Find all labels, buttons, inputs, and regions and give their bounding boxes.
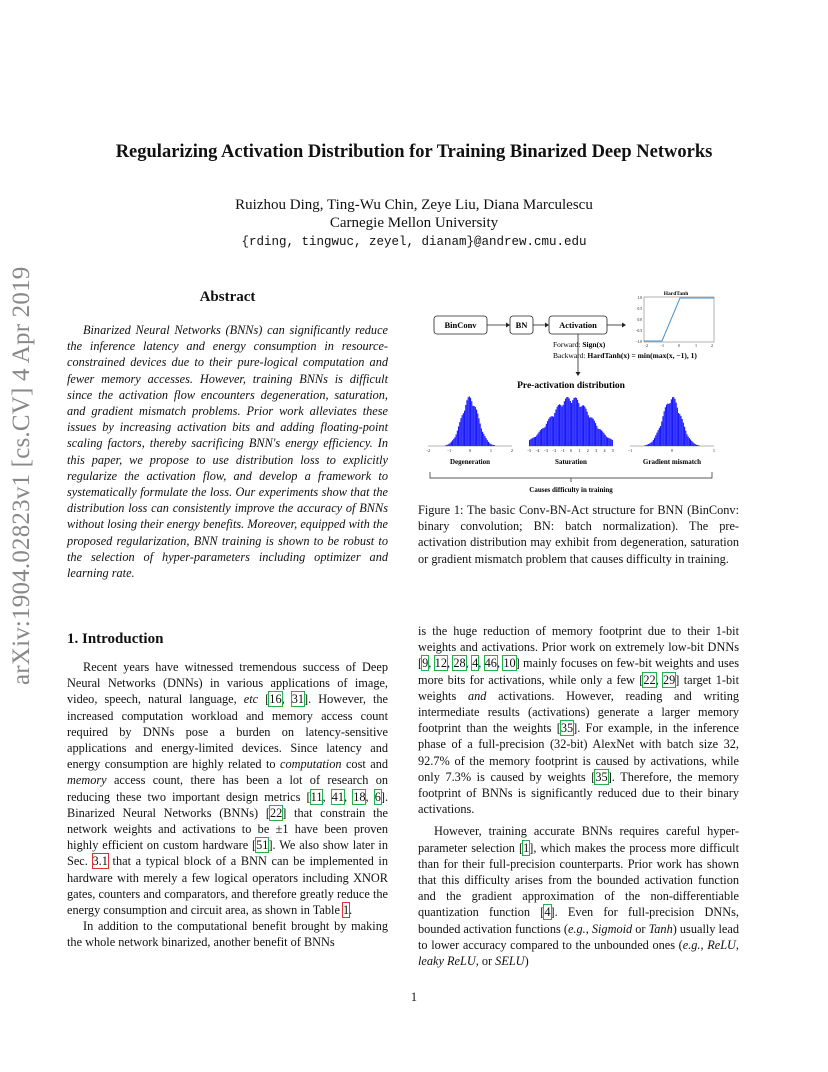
histogram-bar <box>553 417 554 446</box>
histogram-bar <box>661 421 662 446</box>
histogram-bar <box>452 440 453 446</box>
histogram-bar <box>537 433 538 446</box>
hardtanh-curve <box>644 298 714 341</box>
section-ref-link[interactable]: 3.1 <box>92 854 108 869</box>
histogram-bar <box>475 407 476 446</box>
histogram-bar <box>666 405 667 446</box>
histogram-bar <box>561 406 562 446</box>
histogram-tick-label: 1 <box>713 449 715 453</box>
histogram-bar <box>665 407 666 446</box>
histogram-bar <box>649 443 650 446</box>
histogram-bar <box>451 442 452 446</box>
histogram-bar <box>559 404 560 446</box>
citation-link[interactable]: 16 <box>269 692 282 707</box>
panel-label-gradient-mismatch: Gradient mismatch <box>642 458 702 466</box>
citation-link[interactable]: 22 <box>269 805 283 820</box>
histogram-bar <box>571 403 572 446</box>
arxiv-stamp-text: arXiv:1904.02823v1 [cs.CV] 4 Apr 2019 <box>8 266 35 685</box>
binconv-label: BinConv <box>444 320 477 330</box>
histogram-bar <box>579 407 580 446</box>
histogram-bar <box>654 438 655 446</box>
histogram-tick-label: 1 <box>490 449 492 453</box>
histogram-bar <box>607 438 608 446</box>
histogram-bar <box>589 418 590 446</box>
histogram-bar <box>591 418 592 446</box>
intro-paragraph: is the huge reduction of memory footprint due to their 1-bit weights and activations. Prior work on extremely low-bit DNNs [9, 12, 28, 4, 46, 10] mainly focuses on few-bit weights and uses more bits for activations, while only a few [22, 29] target 1-bit weights and activations. However, reading and writing intermediate results (activations) generate a larger memory footprint than the weights [35]. For example, in the inference phase of a full-precision (32-bit) AlexNet with batch size 32, 92.7% of the memory footprint is caused by activations, while only 7.3% is caused by weights [35]. Therefore, the memory footprint of BNNs is significantly reduced due to their binary activations. <box>418 624 740 817</box>
histogram-tick-label: −3 <box>543 449 548 453</box>
histogram-bar <box>459 422 460 446</box>
bracket <box>430 472 712 478</box>
histogram-bar <box>684 427 685 446</box>
histogram-bar <box>469 396 470 446</box>
citation-link[interactable]: 6 <box>374 789 381 804</box>
svg-text:−1.0: −1.0 <box>635 340 642 344</box>
histogram-bar <box>477 414 478 446</box>
histogram-bar <box>599 429 600 446</box>
histogram-bar <box>600 429 601 446</box>
author-block <box>0 196 828 232</box>
hardtanh-plot <box>644 297 714 342</box>
histogram-tick-label: −2 <box>425 449 431 453</box>
histogram-tick-label: 4 <box>603 449 606 453</box>
histogram-panels <box>426 396 715 453</box>
svg-text:0.0: 0.0 <box>637 318 642 322</box>
histogram-bar <box>587 412 588 446</box>
histogram-bar <box>683 423 684 446</box>
histogram-tick-label: 0 <box>469 449 471 453</box>
histogram-bar <box>584 406 585 446</box>
histogram-bar <box>465 405 466 446</box>
citation-link[interactable]: 18 <box>353 789 366 804</box>
svg-text:0: 0 <box>678 344 680 348</box>
histogram-tick-label: 0 <box>671 449 673 453</box>
histogram-bar <box>682 419 683 446</box>
histogram-bar <box>457 431 458 446</box>
citation-link[interactable]: 51 <box>256 838 269 853</box>
histogram-bar <box>476 410 477 446</box>
histogram-tick-label: −2 <box>552 449 557 453</box>
histogram-bar <box>674 399 675 446</box>
histogram-bar <box>540 430 541 446</box>
histogram-bar <box>454 437 455 446</box>
forward-text: Forward: Sign(x) <box>553 340 606 349</box>
histogram-bar <box>680 416 681 446</box>
histogram-bar <box>588 415 589 446</box>
histogram-bar <box>576 398 577 446</box>
histogram-bar <box>692 442 693 446</box>
histogram-bar <box>567 397 568 446</box>
citation-link[interactable]: 10 <box>503 656 516 671</box>
citation-link[interactable]: 22 <box>643 672 656 687</box>
histogram-bar <box>603 433 604 446</box>
histogram-bar <box>676 403 677 446</box>
histogram-bar <box>535 437 536 446</box>
citation-link[interactable]: 29 <box>663 672 676 687</box>
histogram-tick-label: −1 <box>627 449 633 453</box>
histogram-bar <box>492 445 493 446</box>
histogram-bar <box>601 430 602 446</box>
histogram-bar <box>685 431 686 446</box>
histogram-bar <box>466 400 467 446</box>
svg-text:−2: −2 <box>644 344 648 348</box>
citation-link[interactable]: 11 <box>310 789 323 804</box>
histogram-bar <box>483 434 484 446</box>
histogram-bar <box>694 443 695 446</box>
histogram-bar <box>573 398 574 446</box>
intro-paragraph: However, training accurate BNNs requires careful hyper-parameter selection [1], which makes the process more difficult than for their full-precision counterparts. Prior work has shown that this difficulty arises from the bounded activation function and the gradient approximation of the non-differentiable quantization function [4]. Even for full-precision DNNs, bounded activation functions (e.g., Sigmoid or Tanh) usually lead to lower accuracy compared to the unbounded ones (e.g., ReLU, leaky ReLU, or SELU) <box>418 824 739 969</box>
figure-caption: Figure 1: The basic Conv-BN-Act structure for BNN (BinConv: binary convolution; BN: batch normalization). The pre-activation distribution may exhibit from degeneration, saturation or gradient mismatch problem that causes difficulty in training. <box>418 503 739 566</box>
histogram-bar <box>536 435 537 446</box>
histogram-bar <box>488 442 489 446</box>
citation-link[interactable]: 28 <box>453 656 466 671</box>
histogram-tick-label: 0 <box>570 449 572 453</box>
histogram-bar <box>609 438 610 446</box>
histogram-bar <box>482 432 483 446</box>
histogram-bar <box>460 418 461 446</box>
table-ref-link[interactable]: 1 <box>342 903 350 918</box>
histogram-bar <box>548 419 549 446</box>
histogram-bar <box>597 429 598 446</box>
histogram-bar <box>660 426 661 446</box>
histogram-bar <box>471 401 472 446</box>
histogram-bar <box>647 445 648 446</box>
citation-link[interactable]: 12 <box>434 656 447 671</box>
histogram-bar <box>539 432 540 446</box>
bottom-label: Causes difficulty in training <box>529 486 613 494</box>
histogram-bar <box>569 398 570 446</box>
abstract-heading: Abstract <box>199 289 256 305</box>
histogram-bar <box>448 444 449 446</box>
histogram-bar <box>464 411 465 446</box>
histogram-bar <box>611 439 612 446</box>
histogram-bar <box>458 426 459 446</box>
histogram-bar <box>534 437 535 446</box>
histogram-bar <box>612 440 613 446</box>
histogram-bar <box>474 406 475 446</box>
histogram-bar <box>677 408 678 446</box>
histogram-bar <box>531 438 532 446</box>
histogram-bar <box>456 434 457 446</box>
histogram-bar <box>565 399 566 446</box>
histogram-bar <box>664 411 665 446</box>
distribution-title: Pre-activation distribution <box>517 381 625 391</box>
abstract-text: Binarized Neural Networks (BNNs) can significantly reduce the inference latency and energy consumption in resource-constrained devices due to their pure-logical computation and fewer memory accesses. However, training BNNs is difficult since the activation flow encounters degeneration, saturation, and gradient mismatch problems. Prior work alleviates these issues by increasing activation bits and adding floating-point scaling factors, thereby sacrificing BNN's energy efficiency. In this paper, we propose to use distribution loss to explicitly regularize the activation flow, and develop a framework to systematically formulate the loss. Our experiments show that the distribution loss can consistently improve the accuracy of BNNs without losing their energy benefits. Moreover, equipped with the proposed regularization, BNN training is shown to be robust to the selection of hyper-parameters including optimizer and learning rate. <box>67 323 388 581</box>
hardtanh-xticks <box>644 344 713 348</box>
histogram-bar <box>543 428 544 446</box>
histogram-bar <box>577 400 578 446</box>
bn-label: BN <box>515 320 528 330</box>
svg-text:−0.5: −0.5 <box>635 329 642 333</box>
histogram-bar <box>480 424 481 446</box>
histogram-bar <box>549 417 550 446</box>
histogram-bar <box>658 430 659 446</box>
histogram-bar <box>530 439 531 446</box>
histogram-bar <box>560 405 561 446</box>
histogram-bar <box>593 419 594 446</box>
citation-link[interactable]: 4 <box>544 905 551 920</box>
histogram-bar <box>688 436 689 446</box>
histogram-bar <box>575 397 576 446</box>
hardtanh-title: HardTanh <box>663 291 689 297</box>
intro-paragraph: Recent years have witnessed tremendous success of Deep Neural Networks (DNNs) in various applications of image, video, speech, natural language, etc [16, 31]. However, the increased computation workload and memory access count required by DNNs pose a burden on latency-sensitive applications and energy-limited devices. Since latency and energy consumption are highly related to computation cost and memory access count, there has been a lot of research on reducing these two important design metrics [11, 41, 18, 6]. Binarized Neural Networks (BNNs) [22] that constrain the network weights and activations to be ±1 have been proven highly efficient on custom hardware [51]. We also show later in Sec. 3.1 that a typical block of a BNN can be implemented in hardware with merely a few logical operators including XNOR gates, counters and comparators, and therefore greatly reduce the energy consumption and circuit area, as shown in Table 1. <box>67 660 389 918</box>
histogram-bar <box>468 397 469 446</box>
histogram-tick-label: 1 <box>578 449 581 453</box>
panel-label-saturation: Saturation <box>555 458 587 466</box>
histogram-bar <box>470 398 471 446</box>
histogram-bar <box>608 438 609 446</box>
hardtanh-yticks <box>635 296 642 344</box>
histogram-bar <box>670 403 671 446</box>
backward-text: Backward: HardTanh(x) = min(max(x, −1), 1) <box>553 351 697 360</box>
histogram-bar <box>662 416 663 446</box>
histogram-bar <box>672 397 673 446</box>
svg-text:0.5: 0.5 <box>637 307 642 311</box>
histogram-bar <box>689 438 690 446</box>
citation-link[interactable]: 35 <box>560 721 574 736</box>
histogram-bar <box>653 440 654 446</box>
histogram-tick-label: 2 <box>586 449 589 453</box>
histogram-bar <box>462 415 463 446</box>
histogram-bar <box>552 416 553 446</box>
histogram-bar <box>489 443 490 446</box>
histogram-bar <box>551 416 552 446</box>
histogram-bar <box>447 445 448 446</box>
intro-right-column <box>418 623 739 969</box>
histogram-bar <box>583 405 584 446</box>
citation-link[interactable]: 9 <box>422 656 429 671</box>
svg-text:−1: −1 <box>660 344 664 348</box>
histogram-bar <box>554 413 555 446</box>
histogram-bar <box>566 397 567 446</box>
histogram-bar <box>648 444 649 446</box>
intro-left-column <box>67 659 388 951</box>
histogram-bar <box>673 397 674 446</box>
histogram-bar <box>650 443 651 446</box>
author-names: Ruizhou Ding, Ting-Wu Chin, Zeye Liu, Diana Marculescu <box>235 197 593 213</box>
histogram-bar <box>578 403 579 446</box>
histogram-bar <box>581 407 582 446</box>
histogram-bar <box>678 413 679 446</box>
figure-1 <box>418 286 748 498</box>
histogram-bar <box>542 428 543 446</box>
histogram-bar <box>484 436 485 446</box>
histogram-bar <box>594 421 595 446</box>
histogram-bar <box>656 433 657 446</box>
histogram-bar <box>541 429 542 446</box>
histogram-bar <box>590 417 591 446</box>
histogram-bar <box>606 437 607 446</box>
histogram-bar <box>546 424 547 446</box>
author-emails: {rding, tingwuc, zeyel, dianam}@andrew.cmu.edu <box>241 235 587 249</box>
citation-link[interactable]: 46 <box>484 656 497 671</box>
citation-link[interactable]: 41 <box>331 789 344 804</box>
histogram-bar <box>585 409 586 446</box>
histogram-tick-label: 3 <box>595 449 598 453</box>
histogram-bar <box>487 440 488 446</box>
histogram-bar <box>582 405 583 446</box>
histogram-bar <box>695 444 696 446</box>
panel-label-degeneration: Degeneration <box>449 458 491 466</box>
histogram-bar <box>486 438 487 446</box>
page-number: 1 <box>410 990 418 1004</box>
histogram-tick-label: 2 <box>511 449 513 453</box>
histogram-bar <box>563 405 564 446</box>
histogram-bar <box>671 399 672 446</box>
svg-text:2: 2 <box>711 344 713 348</box>
histogram-bar <box>595 423 596 446</box>
histogram-bar <box>481 428 482 446</box>
histogram-bar <box>652 442 653 446</box>
histogram-bar <box>555 410 556 446</box>
histogram-bar <box>478 418 479 446</box>
histogram-bar <box>450 443 451 446</box>
affiliation: Carnegie Mellon University <box>329 215 499 231</box>
histogram-bar <box>490 444 491 446</box>
histogram-bar <box>686 434 687 446</box>
histogram-bar <box>453 439 454 446</box>
histogram-bar <box>596 426 597 446</box>
activation-label: Activation <box>559 320 597 330</box>
histogram-bar <box>572 400 573 446</box>
svg-text:1: 1 <box>695 344 697 348</box>
histogram-bar <box>668 404 669 446</box>
histogram-tick-label: −1 <box>560 449 565 453</box>
histogram-tick-label: −4 <box>535 449 540 453</box>
citation-link[interactable]: 35 <box>595 769 608 784</box>
histogram-bar <box>558 405 559 446</box>
citation-link[interactable]: 31 <box>291 692 305 707</box>
histogram-bar <box>659 428 660 446</box>
histogram-bar <box>690 440 691 446</box>
histogram-bar <box>529 440 530 446</box>
histogram-bar <box>605 435 606 446</box>
arxiv-stamp <box>6 266 44 685</box>
histogram-bar <box>564 401 565 446</box>
histogram-bar <box>472 406 473 446</box>
svg-text:1.0: 1.0 <box>637 296 642 300</box>
histogram-bar <box>463 413 464 446</box>
histogram-bar <box>547 421 548 446</box>
section-heading-introduction: 1. Introduction <box>67 631 164 647</box>
histogram-tick-label: −5 <box>526 449 532 453</box>
histogram-bar <box>655 435 656 446</box>
histogram-bar <box>570 401 571 446</box>
intro-paragraph: In addition to the computational benefit brought by making the whole network binarized, another benefit of BNNs <box>67 919 388 950</box>
histogram-tick-label: −1 <box>446 449 452 453</box>
histogram-bar <box>691 441 692 446</box>
histogram-tick-label: 5 <box>612 449 614 453</box>
paper-title: Regularizing Activation Distribution for Training Binarized Deep Networks <box>115 142 713 162</box>
histogram-bar <box>533 438 534 446</box>
histogram-bar <box>602 432 603 446</box>
histogram-bar <box>545 427 546 446</box>
histogram-bar <box>557 407 558 446</box>
histogram-bar <box>679 414 680 446</box>
citation-link[interactable]: 1 <box>523 840 530 855</box>
histogram-bar <box>667 404 668 447</box>
citation-link[interactable]: 4 <box>472 656 479 671</box>
